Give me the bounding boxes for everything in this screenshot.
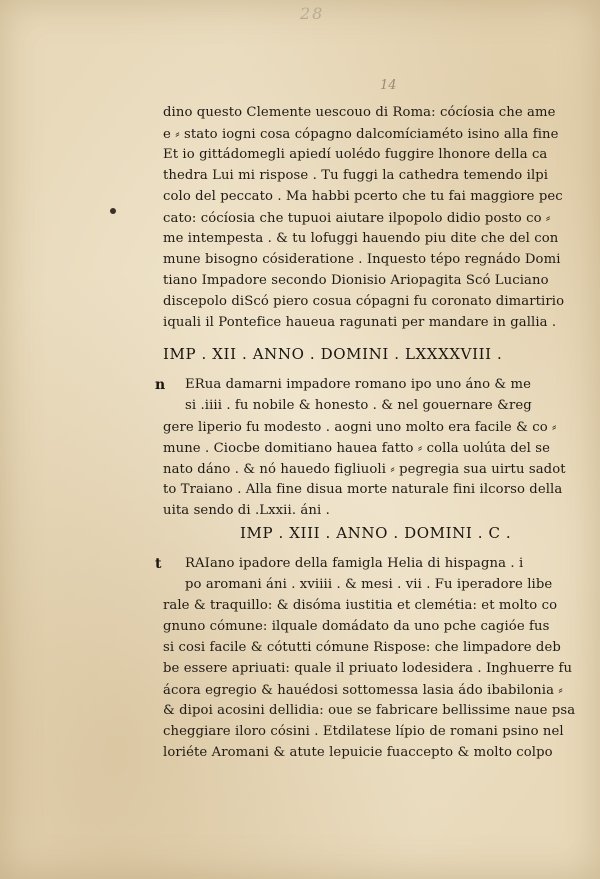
section-heading: IMP . XIII . ANNO . DOMINI . C . bbox=[240, 524, 512, 542]
guide-letter: n bbox=[155, 377, 166, 393]
text-line: cheggiare iloro cósini . Etdilatese lípio de romani psino nel bbox=[163, 724, 564, 739]
text-line: nato dáno . & nó hauedo figliuoli ⸗ pegregia sua uirtu sadot bbox=[163, 462, 566, 477]
folio-number: 28 bbox=[300, 4, 325, 23]
text-line: & dipoi acosini dellidia: oue se fabricare bellissime naue psa bbox=[163, 703, 576, 718]
margin-mark: 14 bbox=[380, 78, 397, 93]
text-line: iquali il Pontefice haueua ragunati per mandare in gallia . bbox=[163, 315, 557, 330]
ink-dot bbox=[110, 208, 116, 214]
text-line: e ⸗ stato iogni cosa cópagno dalcomíciaméto isino alla fine bbox=[163, 127, 559, 142]
text-line: ERua damarni impadore romano ipo uno áno & me bbox=[185, 377, 532, 392]
text-line: cato: cócíosia che tupuoi aiutare ilpopolo didio posto co ⸗ bbox=[163, 211, 551, 226]
text-line: colo del peccato . Ma habbi pcerto che tu fai maggiore pec bbox=[163, 189, 563, 204]
text-line: rale & traquillo: & disóma iustitia et clemétia: et molto co bbox=[163, 598, 558, 613]
section-heading: IMP . XII . ANNO . DOMINI . LXXXXVIII . bbox=[163, 345, 503, 363]
text-line: be essere apriuati: quale il priuato lodesidera . Inghuerre fu bbox=[163, 661, 573, 676]
text-line: Et io gittádomegli apiedí uolédo fuggire lhonore della ca bbox=[163, 147, 548, 162]
text-line: mune . Ciocbe domitiano hauea fatto ⸗ colla uolúta del se bbox=[163, 441, 551, 456]
text-line: to Traiano . Alla fine disua morte naturale fini ilcorso della bbox=[163, 482, 563, 497]
text-line: si cosi facile & cótutti cómune Rispose: che limpadore deb bbox=[163, 640, 561, 655]
text-line: me intempesta . & tu lofuggi hauendo piu dite che del con bbox=[163, 231, 559, 246]
text-line: tiano Impadore secondo Dionisio Ariopagita Scó Luciano bbox=[163, 273, 549, 288]
text-line: dino questo Clemente uescouo di Roma: cócíosia che ame bbox=[163, 105, 556, 120]
text-line: uita sendo di .Lxxii. áni . bbox=[163, 503, 330, 518]
text-line: si .iiii . fu nobile & honesto . & nel gouernare &reg bbox=[185, 398, 532, 413]
text-line: ácora egregio & hauédosi sottomessa lasia ádo ibabilonia ⸗ bbox=[163, 683, 563, 698]
guide-letter: t bbox=[155, 556, 162, 572]
text-line: mune bisogno cósideratione . Inquesto tépo regnádo Domi bbox=[163, 252, 561, 267]
text-line: discepolo diScó piero cosua cópagni fu coronato dimartirio bbox=[163, 294, 565, 309]
text-line: RAIano ipadore della famigla Helia di hispagna . i bbox=[185, 556, 524, 571]
text-line: po aromani áni . xviiii . & mesi . vii . Fu iperadore libe bbox=[185, 577, 553, 592]
text-line: loriéte Aromani & atute lepuicie fuaccepto & molto colpo bbox=[163, 745, 553, 760]
text-line: gnuno cómune: ilquale domádato da uno pche cagióe fus bbox=[163, 619, 550, 634]
text-line: thedra Lui mi rispose . Tu fuggi la cathedra temendo ilpi bbox=[163, 168, 549, 183]
text-line: gere liperio fu modesto . aogni uno molto era facile & co ⸗ bbox=[163, 420, 557, 435]
